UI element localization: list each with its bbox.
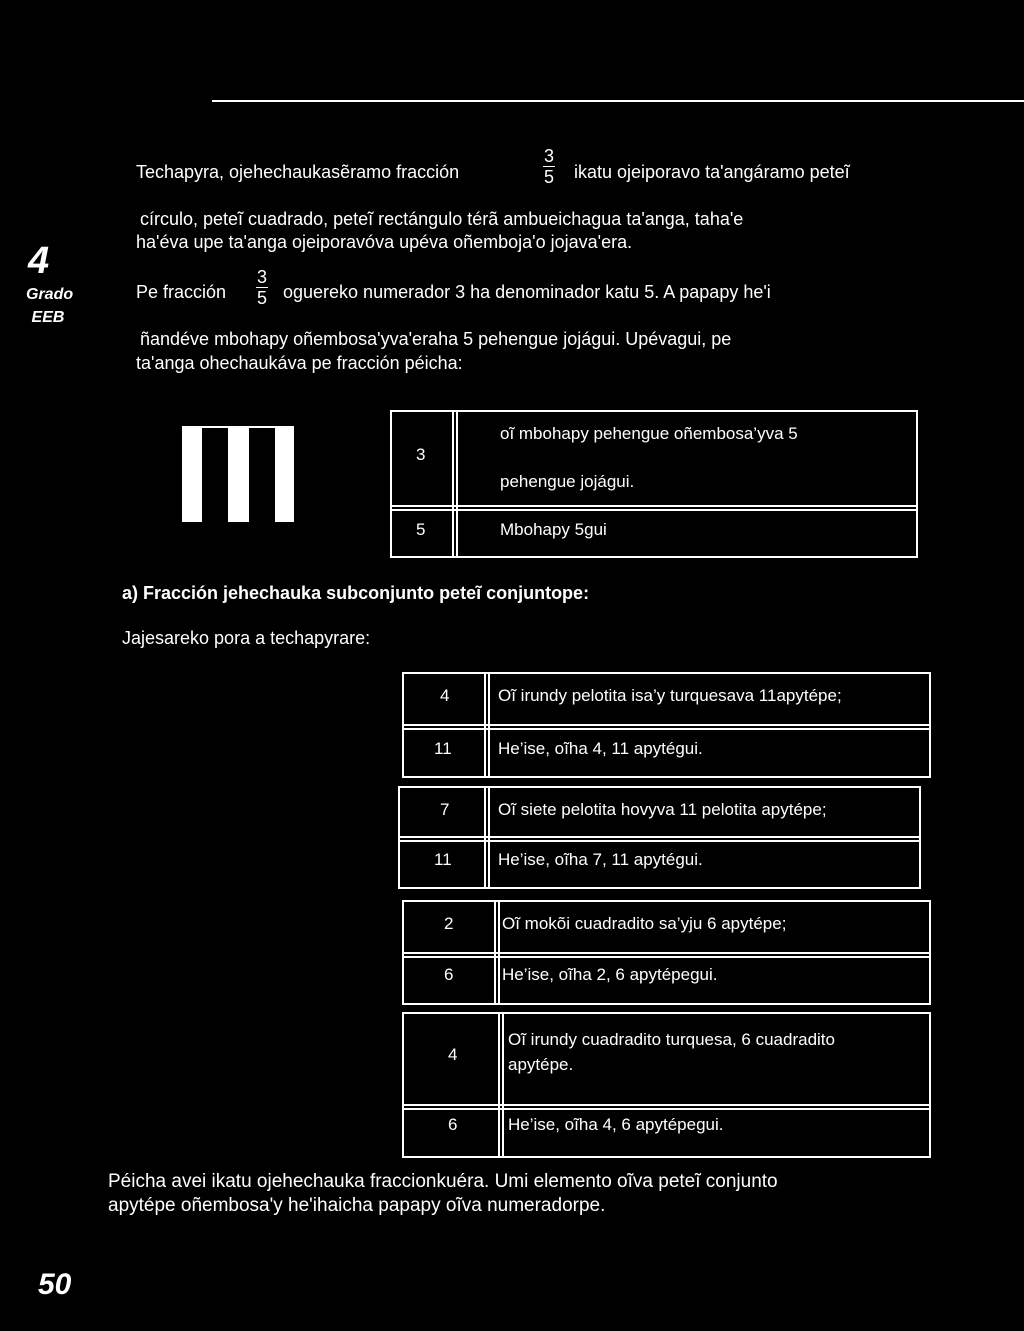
table-cell-num: 6 (448, 1115, 458, 1134)
section-a-heading: a) Fracción jehechauka subconjunto peteĩ conjuntope: (122, 583, 590, 603)
table-row-divider (392, 509, 916, 511)
level-label: EEB (31, 309, 65, 326)
table-cell-text: He’ise, oĩha 4, 11 apytégui. (498, 739, 703, 758)
table-col-divider (502, 1014, 504, 1156)
section-a-subtitle: Jajesareko pora a techapyrare: (122, 628, 371, 648)
table-col-divider (488, 674, 490, 776)
para2-line2: ñandéve mbohapy oñembosa'yva'eraha 5 pehengue jojágui. Upévagui, pe (140, 329, 732, 349)
fraction-numerator: 3 (256, 267, 267, 287)
table-cell-text: Oĩ irundy cuadradito turquesa, 6 cuadradito (508, 1030, 835, 1049)
table-cell-text: He’ise, oĩha 2, 6 apytépegui. (502, 965, 718, 984)
table-row-divider (404, 952, 929, 954)
fraction-numerator: 3 (543, 146, 554, 166)
intro-line3: ha'éva upe ta'anga ojeiporavóva upéva oñemboja'o jojava'era. (136, 232, 633, 252)
table-cell-text: Oĩ siete pelotita hovyva 11 pelotita apytépe; (498, 800, 827, 819)
table-cell-num: 7 (440, 800, 450, 819)
table-cell-text: He’ise, oĩha 7, 11 apytégui. (498, 850, 703, 869)
table-cell-text: pehengue jojágui. (500, 472, 635, 491)
fraction-denominator: 5 (543, 167, 554, 187)
table-cell-num: 11 (434, 739, 452, 758)
table-cell-num: 5 (416, 520, 426, 539)
table-col-divider (488, 788, 490, 887)
table-cell-num: 6 (444, 965, 454, 984)
table-row-divider (404, 728, 929, 730)
table-cell-text: Mbohapy 5gui (500, 520, 607, 539)
fraction-bars-illustration (182, 426, 294, 522)
table-cell-num: 4 (448, 1045, 458, 1064)
table-col-divider (456, 412, 458, 556)
top-rule (212, 100, 1024, 102)
table-cell-text: Oĩ mokõi cuadradito sa’yju 6 apytépe; (502, 914, 787, 933)
table-cell-num: 2 (444, 914, 454, 933)
table-cell-num: 4 (440, 686, 450, 705)
intro-fraction (541, 146, 557, 187)
intro-line1-after: ikatu ojeiporavo ta'angáramo peteĩ (574, 162, 850, 182)
table-cell-text: Oĩ irundy pelotita isa’y turquesava 11apytépe; (498, 686, 842, 705)
page-number: 50 (38, 1268, 72, 1301)
para2-line3: ta'anga ohechaukáva pe fracción péicha: (136, 353, 463, 373)
bar (182, 426, 202, 522)
para2-before: Pe fracción (136, 282, 227, 302)
example-table (390, 410, 918, 558)
intro-line2: círculo, peteĩ cuadrado, peteĩ rectángulo térã ambueichagua ta'anga, taha'e (140, 209, 744, 229)
fraction-table-3 (402, 900, 931, 1005)
table-col-divider (484, 788, 486, 887)
bar (228, 426, 249, 522)
grade-label: Grado (26, 286, 74, 303)
table-row-divider (400, 840, 919, 842)
table-row-divider (404, 956, 929, 958)
fraction-table-4 (402, 1012, 931, 1158)
table-row-divider (404, 1104, 929, 1106)
para2-after: oguereko numerador 3 ha denominador katu 5. A papapy he'i (283, 282, 771, 302)
table-col-divider (494, 902, 496, 1003)
table-col-divider (484, 674, 486, 776)
para2-fraction (254, 267, 270, 308)
bar-top-line (182, 426, 294, 428)
grade-number: 4 (28, 240, 50, 282)
table-row-divider (404, 1108, 929, 1110)
table-row-divider (392, 505, 916, 507)
table-col-divider (498, 902, 500, 1003)
table-row-divider (400, 836, 919, 838)
bar (275, 426, 294, 522)
table-cell-num: 11 (434, 850, 452, 869)
closing-line1: Péicha avei ikatu ojehechauka fraccionkuéra. Umi elemento oĩva peteĩ conjunto (108, 1171, 778, 1192)
table-cell-text: apytépe. (508, 1055, 574, 1074)
table-col-divider (452, 412, 454, 556)
table-cell-text: oĩ mbohapy pehengue oñembosa’yva 5 (500, 424, 798, 443)
fraction-denominator: 5 (256, 288, 267, 308)
table-col-divider (498, 1014, 500, 1156)
fraction-table-1 (402, 672, 931, 778)
table-cell-num: 3 (416, 445, 426, 464)
table-row-divider (404, 724, 929, 726)
table-cell-text: He’ise, oĩha 4, 6 apytépegui. (508, 1115, 724, 1134)
fraction-table-2 (398, 786, 921, 889)
closing-line2: apytépe oñembosa'y he'ihaicha papapy oĩva numeradorpe. (108, 1195, 606, 1216)
intro-line1-before: Techapyra, ojehechaukasẽramo fracción (136, 162, 460, 182)
